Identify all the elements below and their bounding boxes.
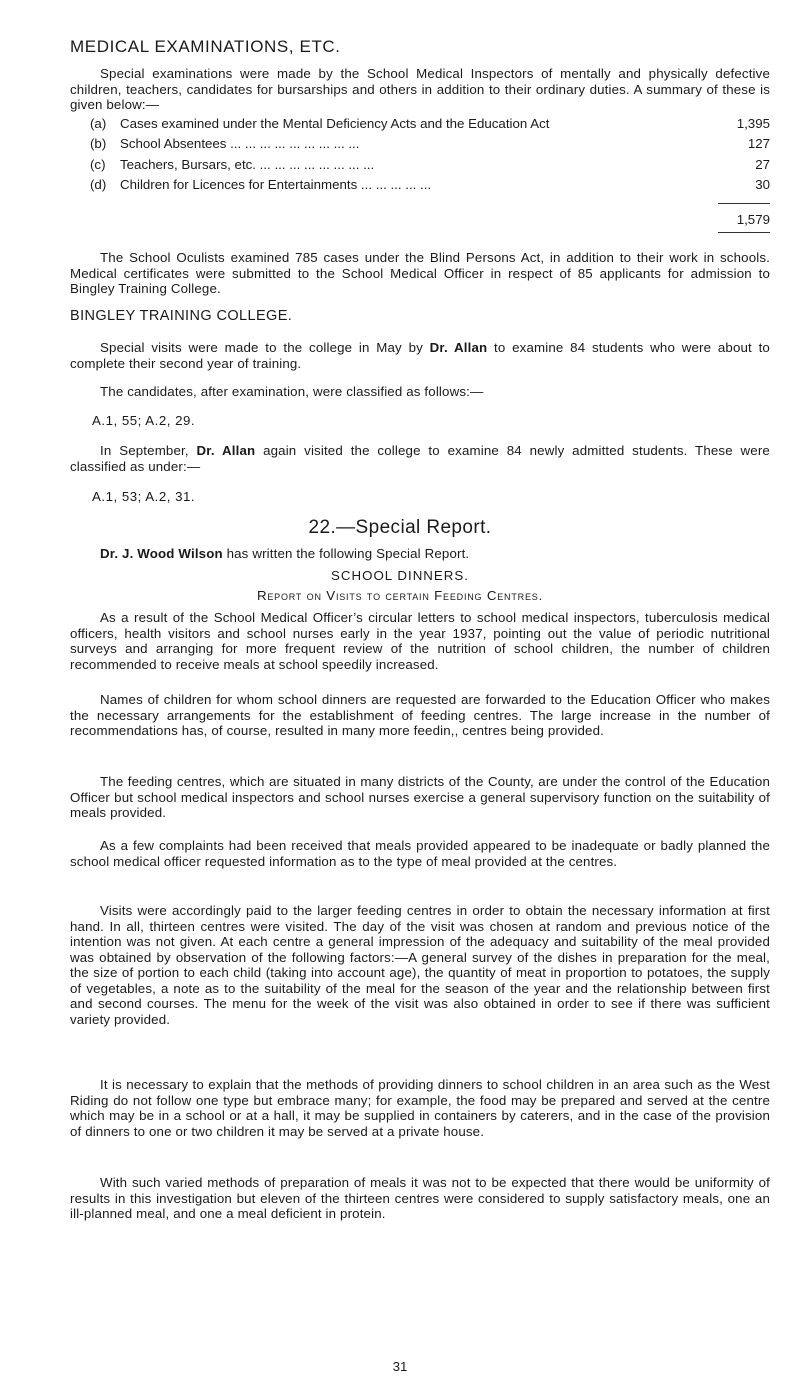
school-dinners-heading: SCHOOL DINNERS. [331,568,469,583]
bingley-result-2: A.1, 53; A.2, 31. [92,489,196,504]
total-rule-top [718,203,770,204]
text-span: has written the following Special Report. [222,546,470,561]
report-paragraph-4: As a few complaints had been received that meals provided appeared to be inadequate or badly planned the school medical officer requested information as to the type of meal provided at the centres. [70,838,770,869]
text-span: Special visits were made to the college in May by [100,340,430,355]
page-heading: MEDICAL EXAMINATIONS, ETC. [70,37,341,56]
bingley-paragraph-2: The candidates, after examination, were classified as follows:— [100,384,484,399]
report-subtitle: Report on Visits to certain Feeding Centres. [256,588,544,603]
table-row [90,116,770,134]
report-paragraph-5: Visits were accordingly paid to the larger feeding centres in order to obtain the necessary information at first hand. In all, thirteen centres were visited. The day of the visit was chosen at random and previous notice of the intention was not given. At each centre a general impression of the adequacy and suitability of the meal provided was obtained by observation of the following factors:—A general survey of the dishes in preparation for the meal, the size of portion to each child (taking into account age), the quantity of meat in proportion to potatoes, the supply of vegetables, a note as to the suitability of the meal for the season of the year and the relationship between first and second courses. The menu for the week of the visit was also obtained in order to see if there was sufficient variety provided. [70,903,770,1027]
row-label: Children for Licences for Entertainments ... ... ... ... ... [120,177,432,192]
report-paragraph-2: Names of children for whom school dinners are requested are forwarded to the Education Officer who makes the necessary arrangements for the establishment of feeding centres. The large increase in the number of recommendations has, of course, resulted in many more feedin,, centres being provided. [70,692,770,738]
row-label: School Absentees ... ... ... ... ... ... ... ... ... [120,136,360,151]
doctor-name: Dr. Allan [429,340,488,355]
row-letter: (d) [90,177,107,192]
row-letter: (b) [90,136,107,151]
text-span: to examine 84 students who were about to complete their second year of training. [70,340,770,371]
row-label: Teachers, Bursars, etc. ... ... ... ... ... ... ... ... [120,157,375,172]
bingley-paragraph-1 [70,340,770,371]
text-span: again visited the college to examine 84 newly admitted students. These were classified as under:— [70,443,770,474]
report-paragraph-3: The feeding centres, which are situated in many districts of the County, are under the control of the Education Officer but school medical inspectors and school nurses exercise a general supervisory function on the suitability of meals provided. [70,774,770,820]
row-value: 127 [747,136,770,151]
row-value: 27 [755,157,770,172]
bingley-paragraph-3 [70,443,770,474]
row-value: 30 [755,177,770,192]
author-name: Dr. J. Wood Wilson [100,546,223,561]
total-row [90,212,770,230]
row-value: 1,395 [736,116,770,131]
oculists-paragraph: The School Oculists examined 785 cases under the Blind Persons Act, in addition to their work in schools. Medical certificates were submitted to the School Medical Officer in respect of 85 applicants for admission to Bingley Training College. [70,250,770,296]
report-paragraph-1: As a result of the School Medical Officer’s circular letters to school medical inspectors, tuberculosis medical officers, health visitors and school nurses early in the year 1937, pointing out the value of periodic nutritional surveys and arranging for more frequent review of the nutrition of school children, the number of children recommended to receive meals at school speedily increased. [70,610,770,672]
report-paragraph-7: With such varied methods of preparation of meals it was not to be expected that there would be uniformity of results in this investigation but eleven of the thirteen centres were considered to supply satisfactory meals, one an ill-planned meal, and one a meal deficient in protein. [70,1175,770,1221]
special-report-intro [70,546,770,562]
page-number: 31 [392,1359,408,1374]
report-paragraph-6: It is necessary to explain that the methods of providing dinners to school children in an area such as the West Riding do not follow one type but embrace many; for example, the food may be prepared and served at the centre which may be in a school or at a hall, it may be supplied in containers by caterers, and in the case of the provision of dinners to one or two children it may be served at a private house. [70,1077,770,1139]
summary-total: 1,579 [736,212,770,227]
table-row [90,177,770,195]
bingley-result-1: A.1, 55; A.2, 29. [92,413,196,428]
intro-paragraph: Special examinations were made by the School Medical Inspectors of mentally and physically defective children, teachers, candidates for bursarships and others in addition to their ordinary duties. A summary of these is given below:— [70,66,770,112]
doctor-name: Dr. Allan [196,443,256,458]
row-letter: (c) [90,157,106,172]
bingley-heading: BINGLEY TRAINING COLLEGE. [70,308,293,324]
text-span: In September, [100,443,197,458]
special-report-title: 22.—Special Report. [308,517,492,538]
row-letter: (a) [90,116,107,131]
table-row [90,157,770,175]
row-label: Cases examined under the Mental Deficiency Acts and the Education Act [120,116,550,131]
total-rule-bottom [718,232,770,233]
table-row [90,136,770,154]
